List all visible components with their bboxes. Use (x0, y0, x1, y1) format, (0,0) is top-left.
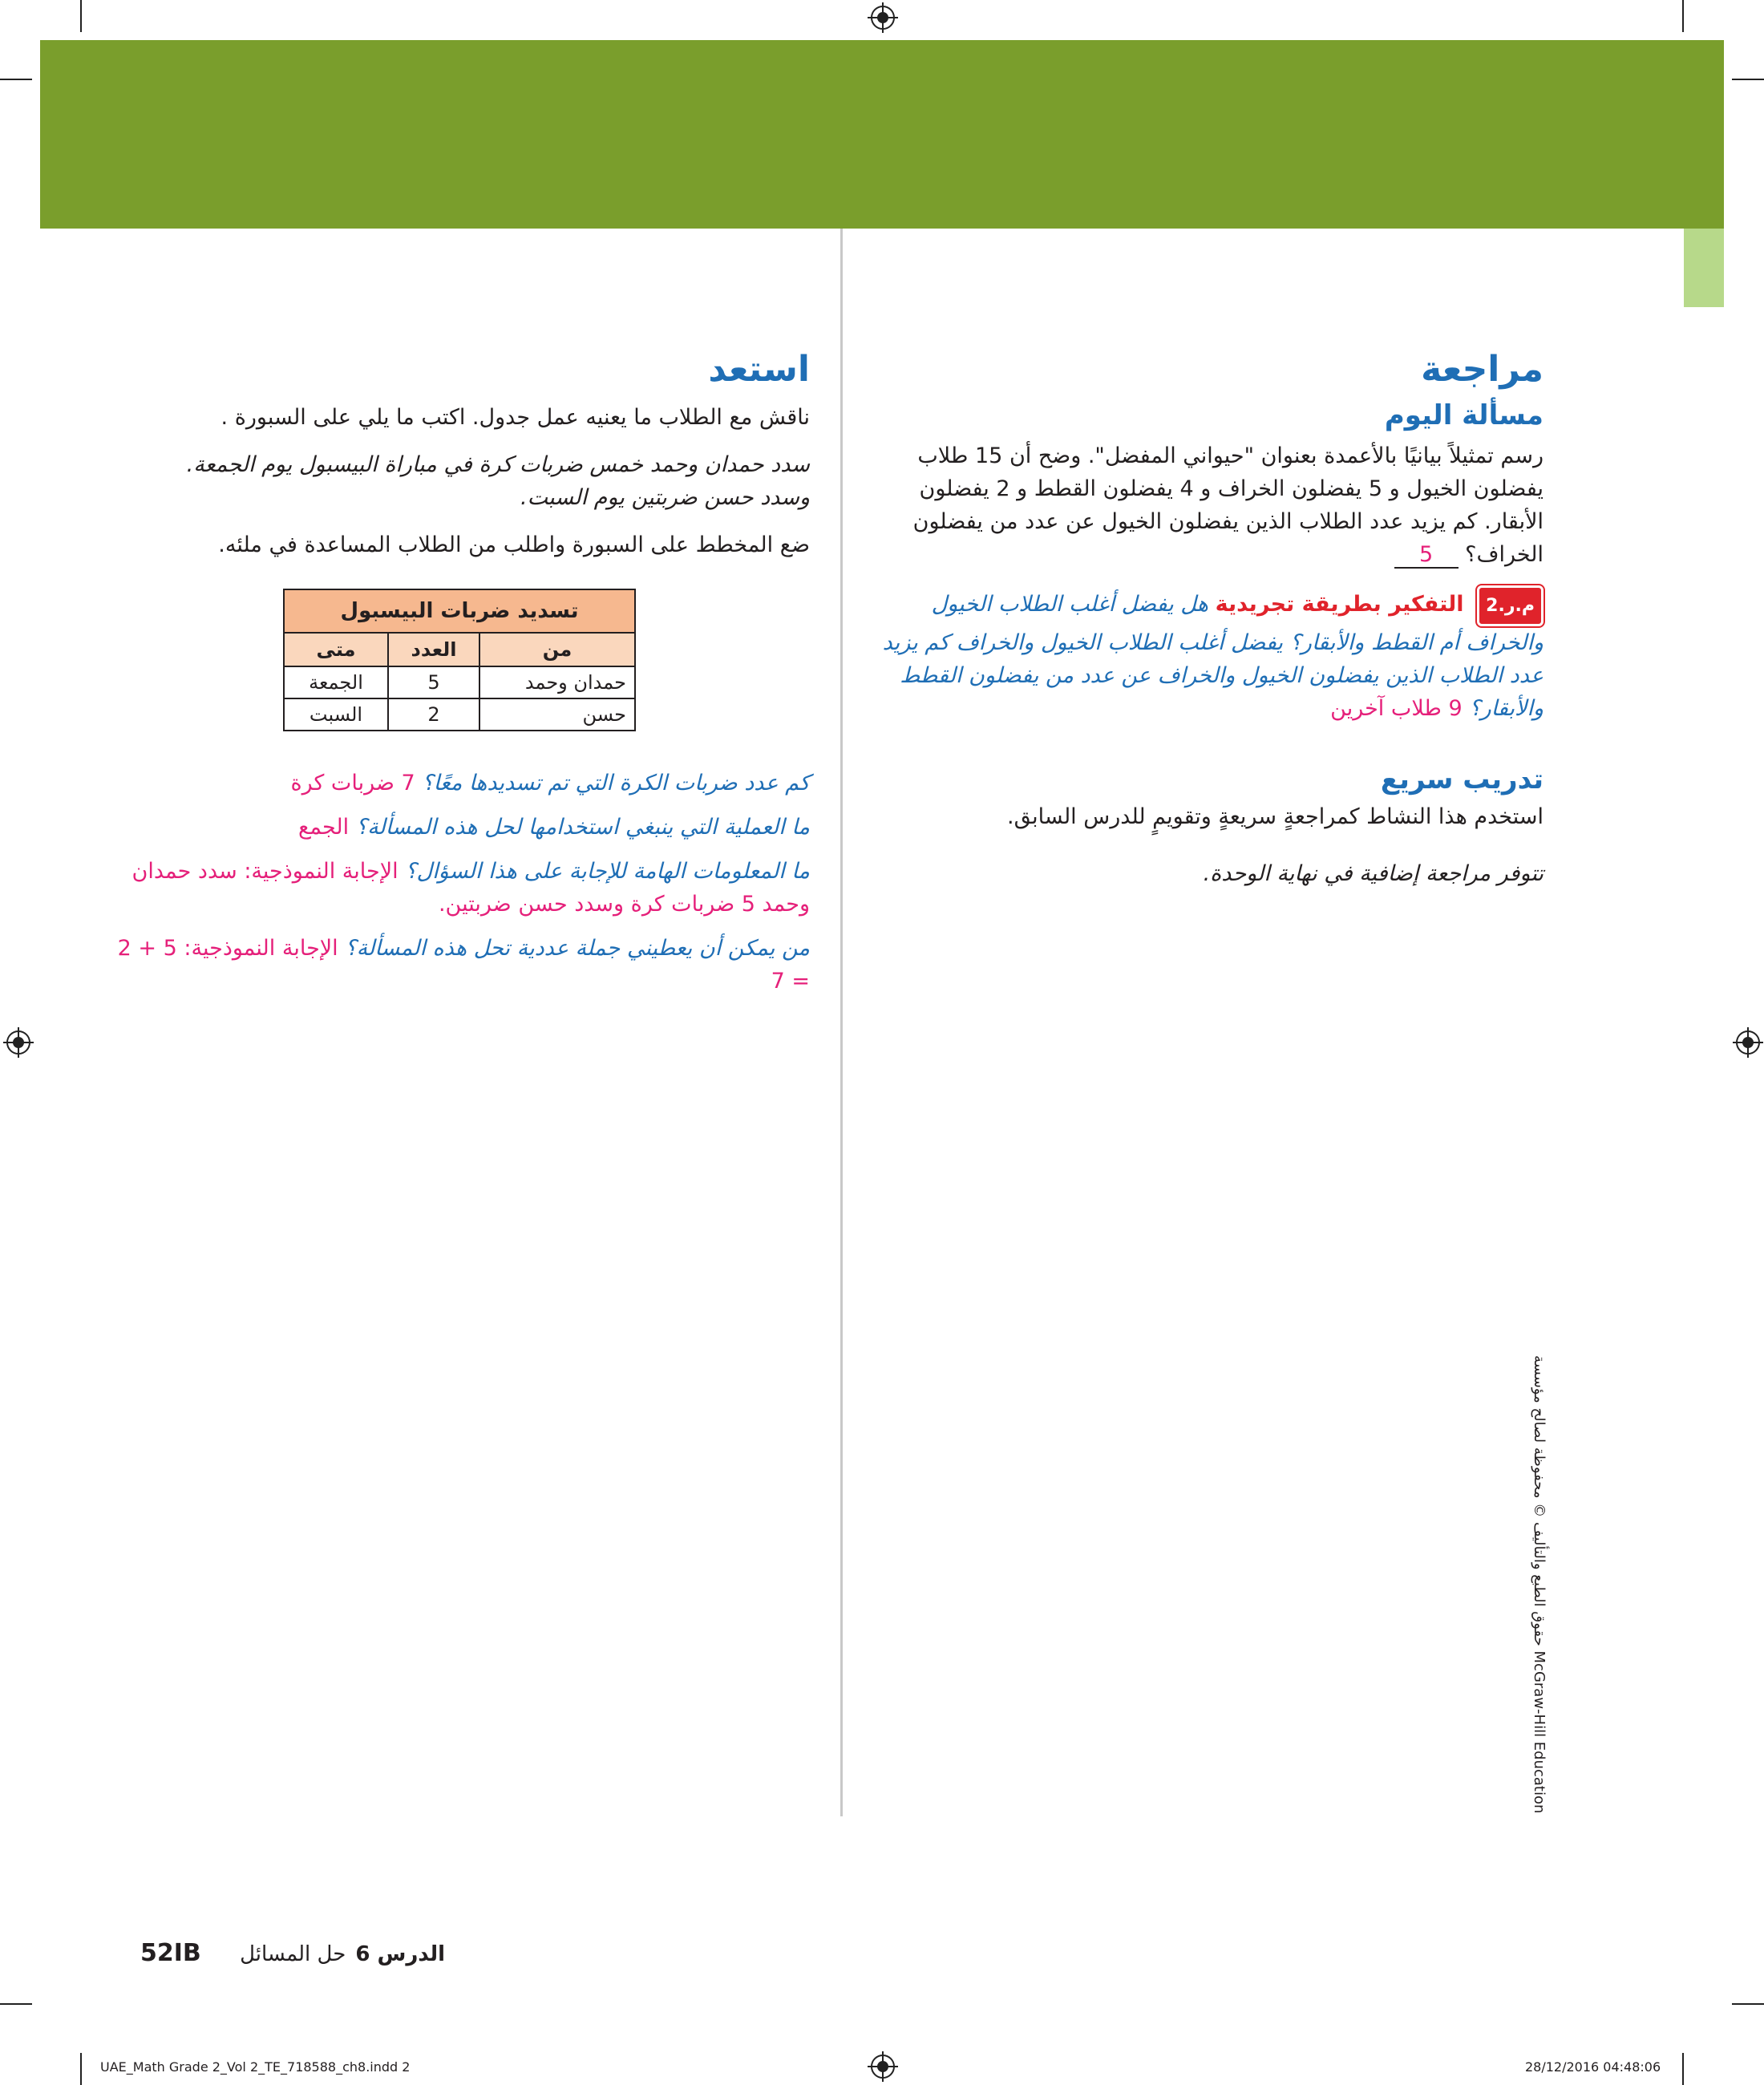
review-heading: مراجعة (1421, 349, 1544, 390)
table-row (284, 666, 635, 698)
lesson-title: حل المسائل (240, 1942, 346, 1966)
table-cell: الجمعة (284, 666, 388, 698)
table-row (284, 698, 635, 731)
fluency-text: استخدم هذا النشاط كمراجعةٍ سريعةٍ وتقويمٍ للدرس السابق. (1007, 804, 1544, 829)
registration-mark-icon (1736, 1030, 1760, 1055)
crop-mark (0, 2003, 32, 2005)
problem-line: يفضلون الخيول و 5 يفضلون الخراف و 4 يفضلون القطط و 2 يفضلون (919, 476, 1544, 501)
page-number: 52IB (140, 1939, 201, 1967)
higher-order-block (874, 585, 1544, 725)
table-cell: حمدان وحمد (479, 666, 635, 698)
crop-mark (1732, 79, 1764, 80)
table-cell: 5 (388, 666, 479, 698)
table-cell: 2 (388, 698, 479, 731)
launch-line: وسدد حسن ضربتين يوم السبت. (520, 485, 810, 510)
print-slug-date: 28/12/2016 04:48:06 (1525, 2059, 1661, 2075)
batting-table (283, 589, 636, 731)
crop-mark (80, 0, 82, 32)
copyright-line: حقوق الطبع والتأليف © محفوظة لصالح مؤسسة McGraw-Hill Education (1531, 1355, 1548, 1814)
qa-item (96, 767, 810, 800)
qa-answer: 7 ضربات كرة (290, 771, 415, 796)
qa-answer: الإجابة النموذجية: سدد حمدان وحمد 5 ضربات كرة وسدد حسن ضربتين. (131, 859, 810, 917)
crop-mark (80, 2053, 82, 2085)
launch-line: ضع المخطط على السبورة واطلب من الطلاب المساعدة في ملئه. (218, 532, 810, 557)
launch-line: ناقش مع الطلاب ما يعنيه عمل جدول. اكتب ما يلي على السبورة . (220, 405, 810, 430)
higher-order-question: هل يفضل أغلب الطلاب الخيول والخراف أم القطط والأبقار؟ يفضل أغلب الطلاب الخيول والخراف كم يزيد عدد الطلاب الذين يفضلون الخيول والخراف عن عدد من يفضلون القطط والأبقار؟ (882, 592, 1544, 721)
table-header-row (284, 633, 635, 666)
lesson-label: الدرس 6 (355, 1942, 445, 1966)
crop-mark (1682, 0, 1684, 32)
problem-of-day-heading: مسألة اليوم (1384, 399, 1544, 431)
qa-answer: الإجابة النموذجية: 5 + 2 = 7 (117, 936, 810, 994)
chapter-tab (1684, 229, 1724, 307)
registration-mark-icon (871, 6, 895, 30)
review-column (874, 349, 1544, 890)
qa-item (96, 932, 810, 998)
page-footer (140, 1939, 445, 1967)
qa-question: ما المعلومات الهامة للإجابة على هذا السؤال؟ (405, 859, 810, 884)
problem-line: الأبقار. كم يزيد عدد الطلاب الذين يفضلون الخيول عن عدد من يفضلون (912, 509, 1544, 534)
higher-order-title: التفكير بطريقة تجريدية (1215, 592, 1464, 617)
table-header: العدد (388, 633, 479, 666)
problem-line (874, 538, 1544, 571)
qa-question: ما العملية التي ينبغي استخدامها لحل هذه المسألة؟ (355, 815, 810, 840)
print-slug-file: UAE_Math Grade 2_Vol 2_TE_718588_ch8.indd 2 (100, 2059, 411, 2075)
crop-mark (0, 79, 32, 80)
fluency-heading: تدريب سريع (1380, 763, 1544, 796)
registration-mark-icon (871, 2055, 895, 2079)
math-practice-badge: م.ر.2 (1477, 585, 1544, 626)
launch-line: سدد حمدان وحمد خمس ضربات كرة في مباراة البيسبول يوم الجمعة. (186, 452, 810, 477)
header-banner (40, 40, 1724, 229)
qa-item (96, 855, 810, 921)
problem-text (874, 439, 1544, 571)
table-title: تسديد ضربات البيسبول (284, 589, 635, 633)
qa-question: كم عدد ضربات الكرة التي تم تسديدها معًا؟ (422, 771, 810, 796)
table-header: متى (284, 633, 388, 666)
problem-answer: 5 (1394, 543, 1459, 569)
launch-column (96, 349, 810, 998)
fluency-note: تتوفر مراجعة إضافية في نهاية الوحدة. (1203, 861, 1544, 886)
qa-item (96, 811, 810, 844)
table-cell: حسن (479, 698, 635, 731)
higher-order-answer: 9 طلاب آخرين (1330, 696, 1463, 721)
qa-question: من يمكن أن يعطيني جملة عددية تحل هذه المسألة؟ (345, 936, 810, 961)
crop-mark (1682, 2053, 1684, 2085)
qa-answer: الجمع (298, 815, 350, 840)
table-cell: السبت (284, 698, 388, 731)
registration-mark-icon (6, 1030, 30, 1055)
problem-line: رسم تمثيلاً بيانيًا بالأعمدة بعنوان "حيواني المفضل". وضح أن 15 طلاب (917, 443, 1544, 468)
launch-heading: استعد (708, 349, 810, 390)
table-header: من (479, 633, 635, 666)
crop-mark (1732, 2003, 1764, 2005)
problem-question: الخراف؟ (1465, 542, 1544, 567)
column-divider (840, 229, 843, 1816)
